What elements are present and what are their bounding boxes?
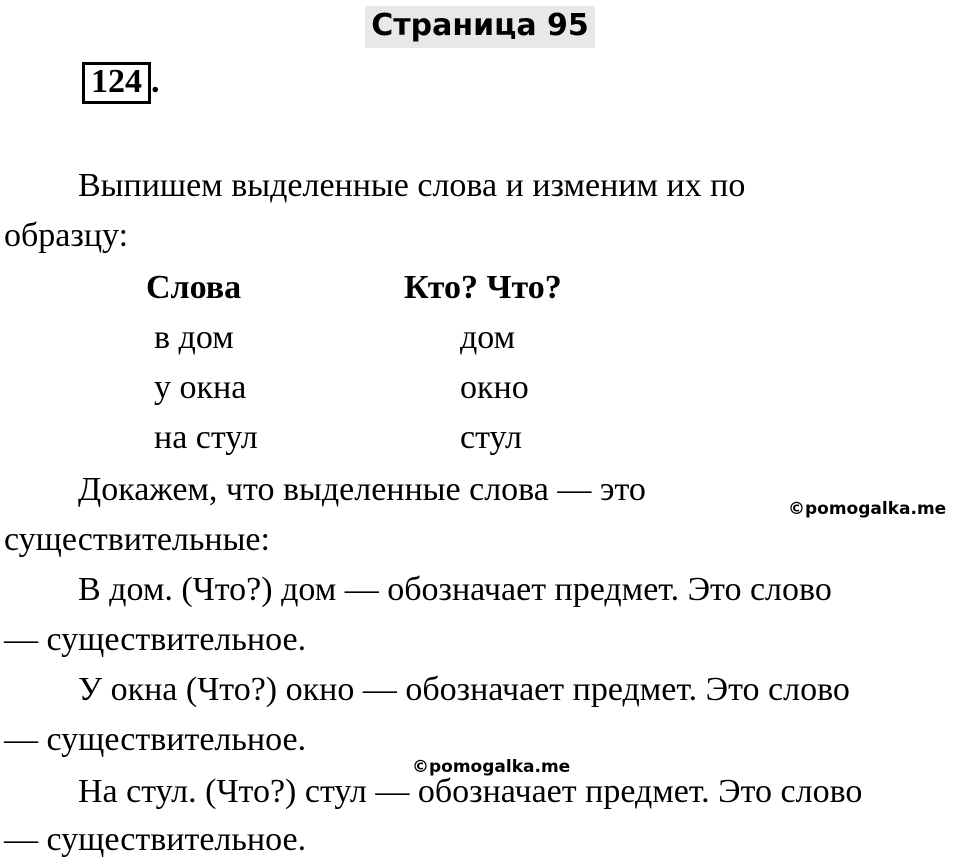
table-cell-word: у окна <box>154 369 247 406</box>
page-title: Страница 95 <box>365 6 595 48</box>
table-cell-form: окно <box>460 369 529 406</box>
table-cell-form: стул <box>460 419 522 456</box>
watermark: ©pomogalka.me <box>788 499 947 519</box>
table-header-words: Слова <box>146 269 242 306</box>
table-cell-word: на стул <box>154 419 258 456</box>
watermark: ©pomogalka.me <box>412 757 571 777</box>
proof-line-2: существительные: <box>4 521 270 558</box>
page-header <box>0 6 960 48</box>
example-3-line-1: На стул. (Что?) стул — обозначает предмет. Это слово <box>78 773 863 810</box>
table-cell-word: в дом <box>154 319 234 356</box>
example-1-line-2: — существительное. <box>4 621 307 658</box>
example-2-line-2: — существительное. <box>4 721 307 758</box>
example-3-line-2: — существительное. <box>4 821 307 858</box>
example-2-line-1: У окна (Что?) окно — обозначает предмет. Это слово <box>78 671 850 708</box>
task-number-box: 124 <box>82 62 151 104</box>
table-header-question: Кто? Что? <box>404 269 562 306</box>
proof-line-1: Докажем, что выделенные слова — это <box>78 471 646 508</box>
table-cell-form: дом <box>460 319 516 356</box>
intro-line-1: Выпишем выделенные слова и изменим их по <box>78 167 746 204</box>
example-1-line-1: В дом. (Что?) дом — обозначает предмет. Это слово <box>78 571 832 608</box>
intro-line-2: образцу: <box>4 217 129 254</box>
task-number-suffix: . <box>151 63 160 100</box>
task-number <box>82 62 160 104</box>
